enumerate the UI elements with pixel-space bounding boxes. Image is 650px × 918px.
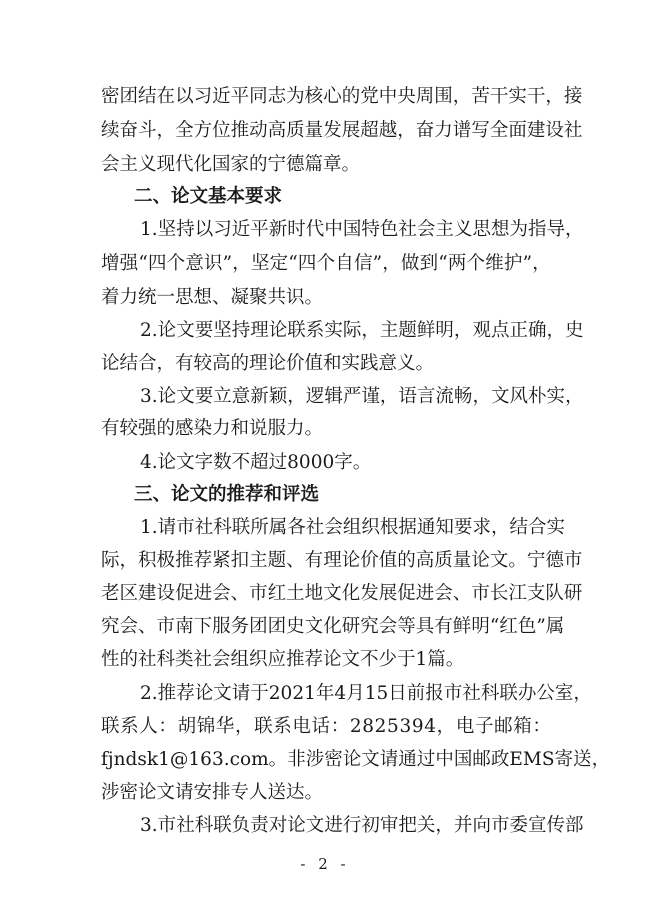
section-heading: 三、论文的推荐和评选: [134, 484, 320, 505]
section-heading: 二、论文基本要求: [134, 186, 283, 207]
text-line: 4.论文字数不超过8000字。: [140, 452, 372, 473]
text-line: 会主义现代化国家的宁德篇章。: [101, 154, 361, 175]
text-line: 2 . 论 文 要 坚 持 理 论 联 系 实 际 ， 主 题 鲜 明 ， 观 点 正 确 ， 史: [140, 320, 584, 341]
text-line: 际 ， 积 极 推 荐 紧 扣 主 题 、 有 理 论 价 值 的 高 质 量 论 文 。 宁 德 市: [101, 550, 583, 571]
text-line: 老 区 建 设 促 进 会 、 市 红 土 地 文 化 发 展 促 进 会 、 市 长 江 支 队 研: [101, 583, 583, 604]
text-line: 1 . 请 市 社 科 联 所 属 各 社 会 组 织 根 据 通 知 要 求 ， 结 合 实: [140, 517, 566, 538]
text-line: 3 . 市 社 科 联 负 责 对 论 文 进 行 初 审 把 关 ， 并 向 市 委 宣 传 部: [140, 815, 584, 836]
text-line: 密 团 结 在 以 习 近 平 同 志 为 核 心 的 党 中 央 周 围 ， 苦 干 实 干 ， 接: [101, 86, 583, 107]
text-line: 2 . 推 荐 论 文 请 于 2 0 2 1 年 4 月 1 5 日 前 报 市 社 科 联 办 公 室 ，: [140, 683, 592, 704]
page-number: - 2 -: [300, 855, 350, 873]
text-line: 涉密论文请安排专人送达。: [101, 782, 324, 803]
text-line: 3 . 论 文 要 立 意 新 颖 ， 逻 辑 严 谨 ， 语 言 流 畅 ， 文 风 朴 实 ，: [140, 386, 584, 407]
text-line: 增 强 “ 四 个 意 识 ” ， 坚 定 “ 四 个 自 信 ” ， 做 到 “ 两 个 维 护 ” ，: [101, 253, 551, 274]
text-line: 续 奋 斗 ， 全 方 位 推 动 高 质 量 发 展 超 越 ， 奋 力 谱 写 全 面 建 设 社: [101, 120, 583, 141]
text-line: 1 . 坚 持 以 习 近 平 新 时 代 中 国 特 色 社 会 主 义 思 想 为 指 导 ，: [140, 219, 584, 240]
text-line: f j n d s k 1 @ 1 6 3 . c o m 。 非 涉 密 论 文 请 通 过 中 国 邮 政 E M S 寄 送 ，: [101, 749, 611, 770]
text-line: 着力统一思想、凝聚共识。: [101, 287, 324, 308]
text-line: 性的社科类社会组织应推荐论文不少于1篇。: [101, 649, 465, 670]
text-line: 联 系 人 ： 胡 锦 华 ， 联 系 电 话 ： 2 8 2 5 3 9 4 ， 电 子 邮 箱 ：: [101, 716, 551, 737]
text-line: 有较强的感染力和说服力。: [101, 418, 324, 439]
text-line: 究 会 、 市 南 下 服 务 团 团 史 文 化 研 究 会 等 具 有 鲜 明 “ 红 色 ” 属: [101, 616, 565, 637]
text-line: 论结合，有较高的理论价值和实践意义。: [101, 353, 435, 374]
